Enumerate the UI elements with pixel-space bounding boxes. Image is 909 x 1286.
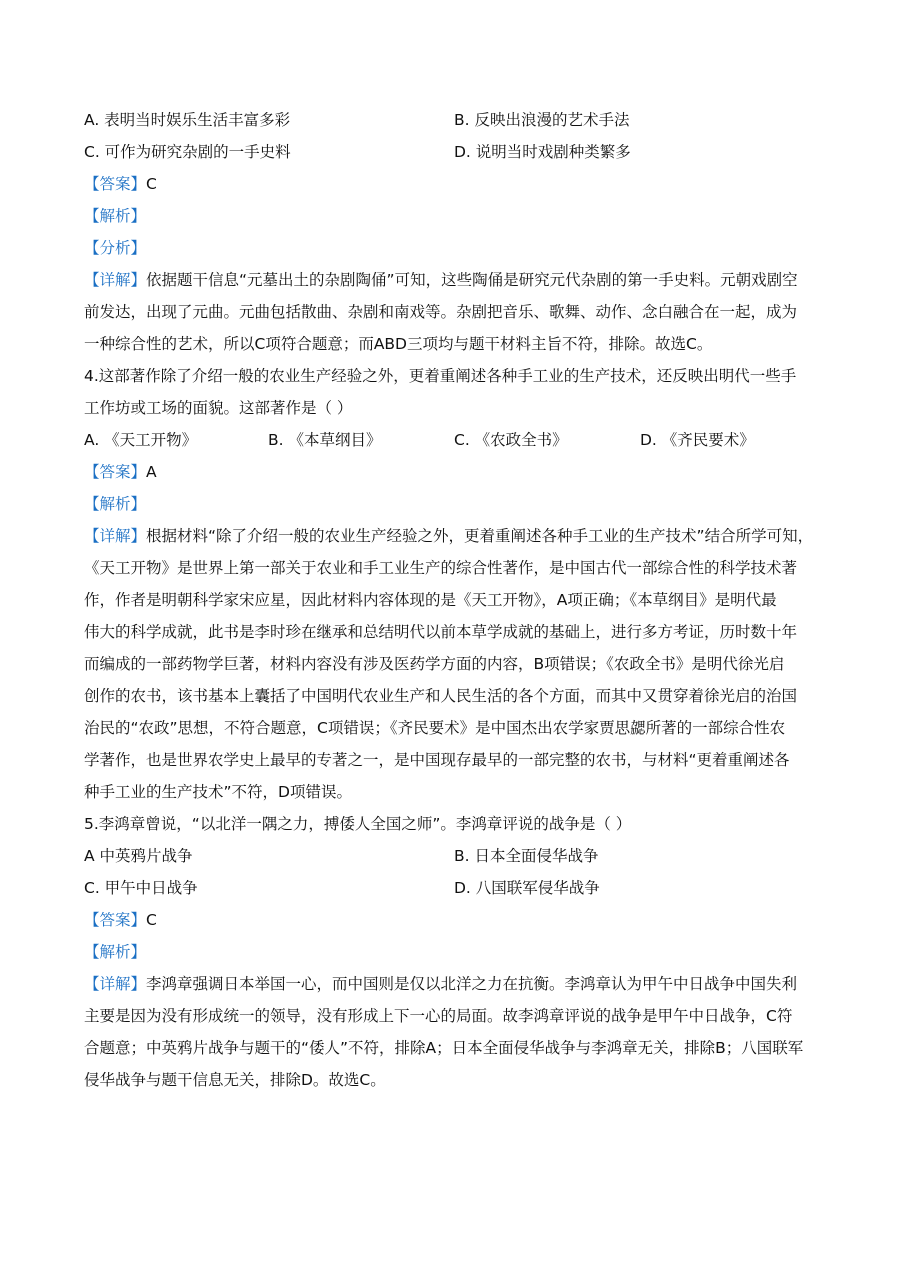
answer-tag: 【答案】 <box>84 175 147 193</box>
q3-fenxi-tag: 【分析】 <box>84 239 147 257</box>
q3-option-d: D. 说明当时戏剧种类繁多 <box>454 143 631 161</box>
document-page <box>84 104 836 1096</box>
q3-detail <box>84 264 836 360</box>
q5-detail-line-1: 【详解】李鸿章强调日本举国一心，而中国则是仅以北洋之力在抗衡。李鸿章认为甲午中日战争中国失利 <box>84 975 798 993</box>
q5-option-d: D. 八国联军侵华战争 <box>454 879 600 897</box>
q4-detail-line-6: 创作的农书，该书基本上囊括了中国明代农业生产和人民生活的各个方面，而其中又贯穿着徐光启的治国 <box>84 687 798 705</box>
q5-detail <box>84 968 836 1096</box>
q5-options-row-2 <box>84 872 836 904</box>
q4-detail-line-3: 作，作者是明朝科学家宋应星，因此材料内容体现的是《天工开物》，A项正确；《本草纲目》是明代最 <box>84 591 777 609</box>
q4-option-a: A. 《天工开物》 <box>84 431 198 449</box>
q5-answer <box>84 904 836 936</box>
q3-analysis-tag: 【解析】 <box>84 207 147 225</box>
q4-option-b: B. 《本草纲目》 <box>268 431 382 449</box>
q4-detail-line-7: 治民的“农政”思想，不符合题意，C项错误；《齐民要术》是中国杰出农学家贾思勰所著的一部综合性农 <box>84 719 786 737</box>
q5-detail-line-4: 侵华战争与题干信息无关，排除D。故选C。 <box>84 1071 386 1089</box>
q4-analysis-tag: 【解析】 <box>84 495 147 513</box>
q5-detail-line-3: 合题意；中英鸦片战争与题干的“倭人”不符，排除A；日本全面侵华战争与李鸿章无关，排除B；八国联军 <box>84 1039 804 1057</box>
q4-option-c: C. 《农政全书》 <box>454 431 568 449</box>
q4-detail-line-4: 伟大的科学成就，此书是李时珍在继承和总结明代以前本草学成就的基础上，进行多方考证，历时数十年 <box>84 623 798 641</box>
q3-option-b: B. 反映出浪漫的艺术手法 <box>454 111 630 129</box>
q3-options-row-1 <box>84 104 836 136</box>
q3-answer <box>84 168 836 200</box>
q4-detail-line-8: 学著作，也是世界农学史上最早的专著之一，是中国现存最早的一部完整的农书，与材料“更着重阐述各 <box>84 751 790 769</box>
q5-options-row-1 <box>84 840 836 872</box>
q4-stem-line-2: 工作坊或工场的面貌。这部著作是（ ） <box>84 399 353 417</box>
q3-detail-line-3: 一种综合性的艺术，所以C项符合题意；而ABD三项均与题干材料主旨不符，排除。故选C。 <box>84 335 713 353</box>
q3-options-row-2 <box>84 136 836 168</box>
answer-value: A <box>146 463 157 481</box>
q3-detail-line-2: 前发达，出现了元曲。元曲包括散曲、杂剧和南戏等。杂剧把音乐、歌舞、动作、念白融合在一起，成为 <box>84 303 798 321</box>
q3-detail-line-1: 【详解】依据题干信息“元墓出土的杂剧陶俑”可知，这些陶俑是研究元代杂剧的第一手史料。元朝戏剧空 <box>84 271 798 289</box>
q4-detail-line-2: 《天工开物》是世界上第一部关于农业和手工业生产的综合性著作，是中国古代一部综合性的科学技术著 <box>84 559 798 577</box>
q4-detail-line-5: 而编成的一部药物学巨著，材料内容没有涉及医药学方面的内容，B项错误；《农政全书》是明代徐光启 <box>84 655 785 673</box>
q5-option-a: A 中英鸦片战争 <box>84 847 193 865</box>
detail-tag: 【详解】 <box>84 271 147 289</box>
q5-option-c: C. 甲午中日战争 <box>84 879 198 897</box>
q4-stem-line-1: 4.这部著作除了介绍一般的农业生产经验之外，更着重阐述各种手工业的生产技术，还反映出明代一些手 <box>84 367 797 385</box>
answer-tag: 【答案】 <box>84 463 147 481</box>
q5-detail-line-2: 主要是因为没有形成统一的领导，没有形成上下一心的局面。故李鸿章评说的战争是甲午中日战争，C符 <box>84 1007 793 1025</box>
q5-stem: 5.李鸿章曾说，“以北洋一隅之力，搏倭人全国之师”。李鸿章评说的战争是（ ） <box>84 815 632 833</box>
q5-option-b: B. 日本全面侵华战争 <box>454 847 599 865</box>
q4-options-row <box>84 424 836 456</box>
q4-detail-line-1: 【详解】根据材料“除了介绍一般的农业生产经验之外，更着重阐述各种手工业的生产技术”结合所学可知， <box>84 527 814 545</box>
detail-tag: 【详解】 <box>84 527 147 545</box>
answer-value: C <box>146 175 157 193</box>
q4-answer <box>84 456 836 488</box>
q5-analysis-tag: 【解析】 <box>84 943 147 961</box>
q4-detail <box>84 520 836 808</box>
detail-tag: 【详解】 <box>84 975 147 993</box>
answer-tag: 【答案】 <box>84 911 147 929</box>
q3-option-a: A. 表明当时娱乐生活丰富多彩 <box>84 111 291 129</box>
answer-value: C <box>146 911 157 929</box>
q4-detail-line-9: 种手工业的生产技术”不符，D项错误。 <box>84 783 352 801</box>
q4-option-d: D. 《齐民要术》 <box>640 431 755 449</box>
q3-option-c: C. 可作为研究杂剧的一手史料 <box>84 143 291 161</box>
